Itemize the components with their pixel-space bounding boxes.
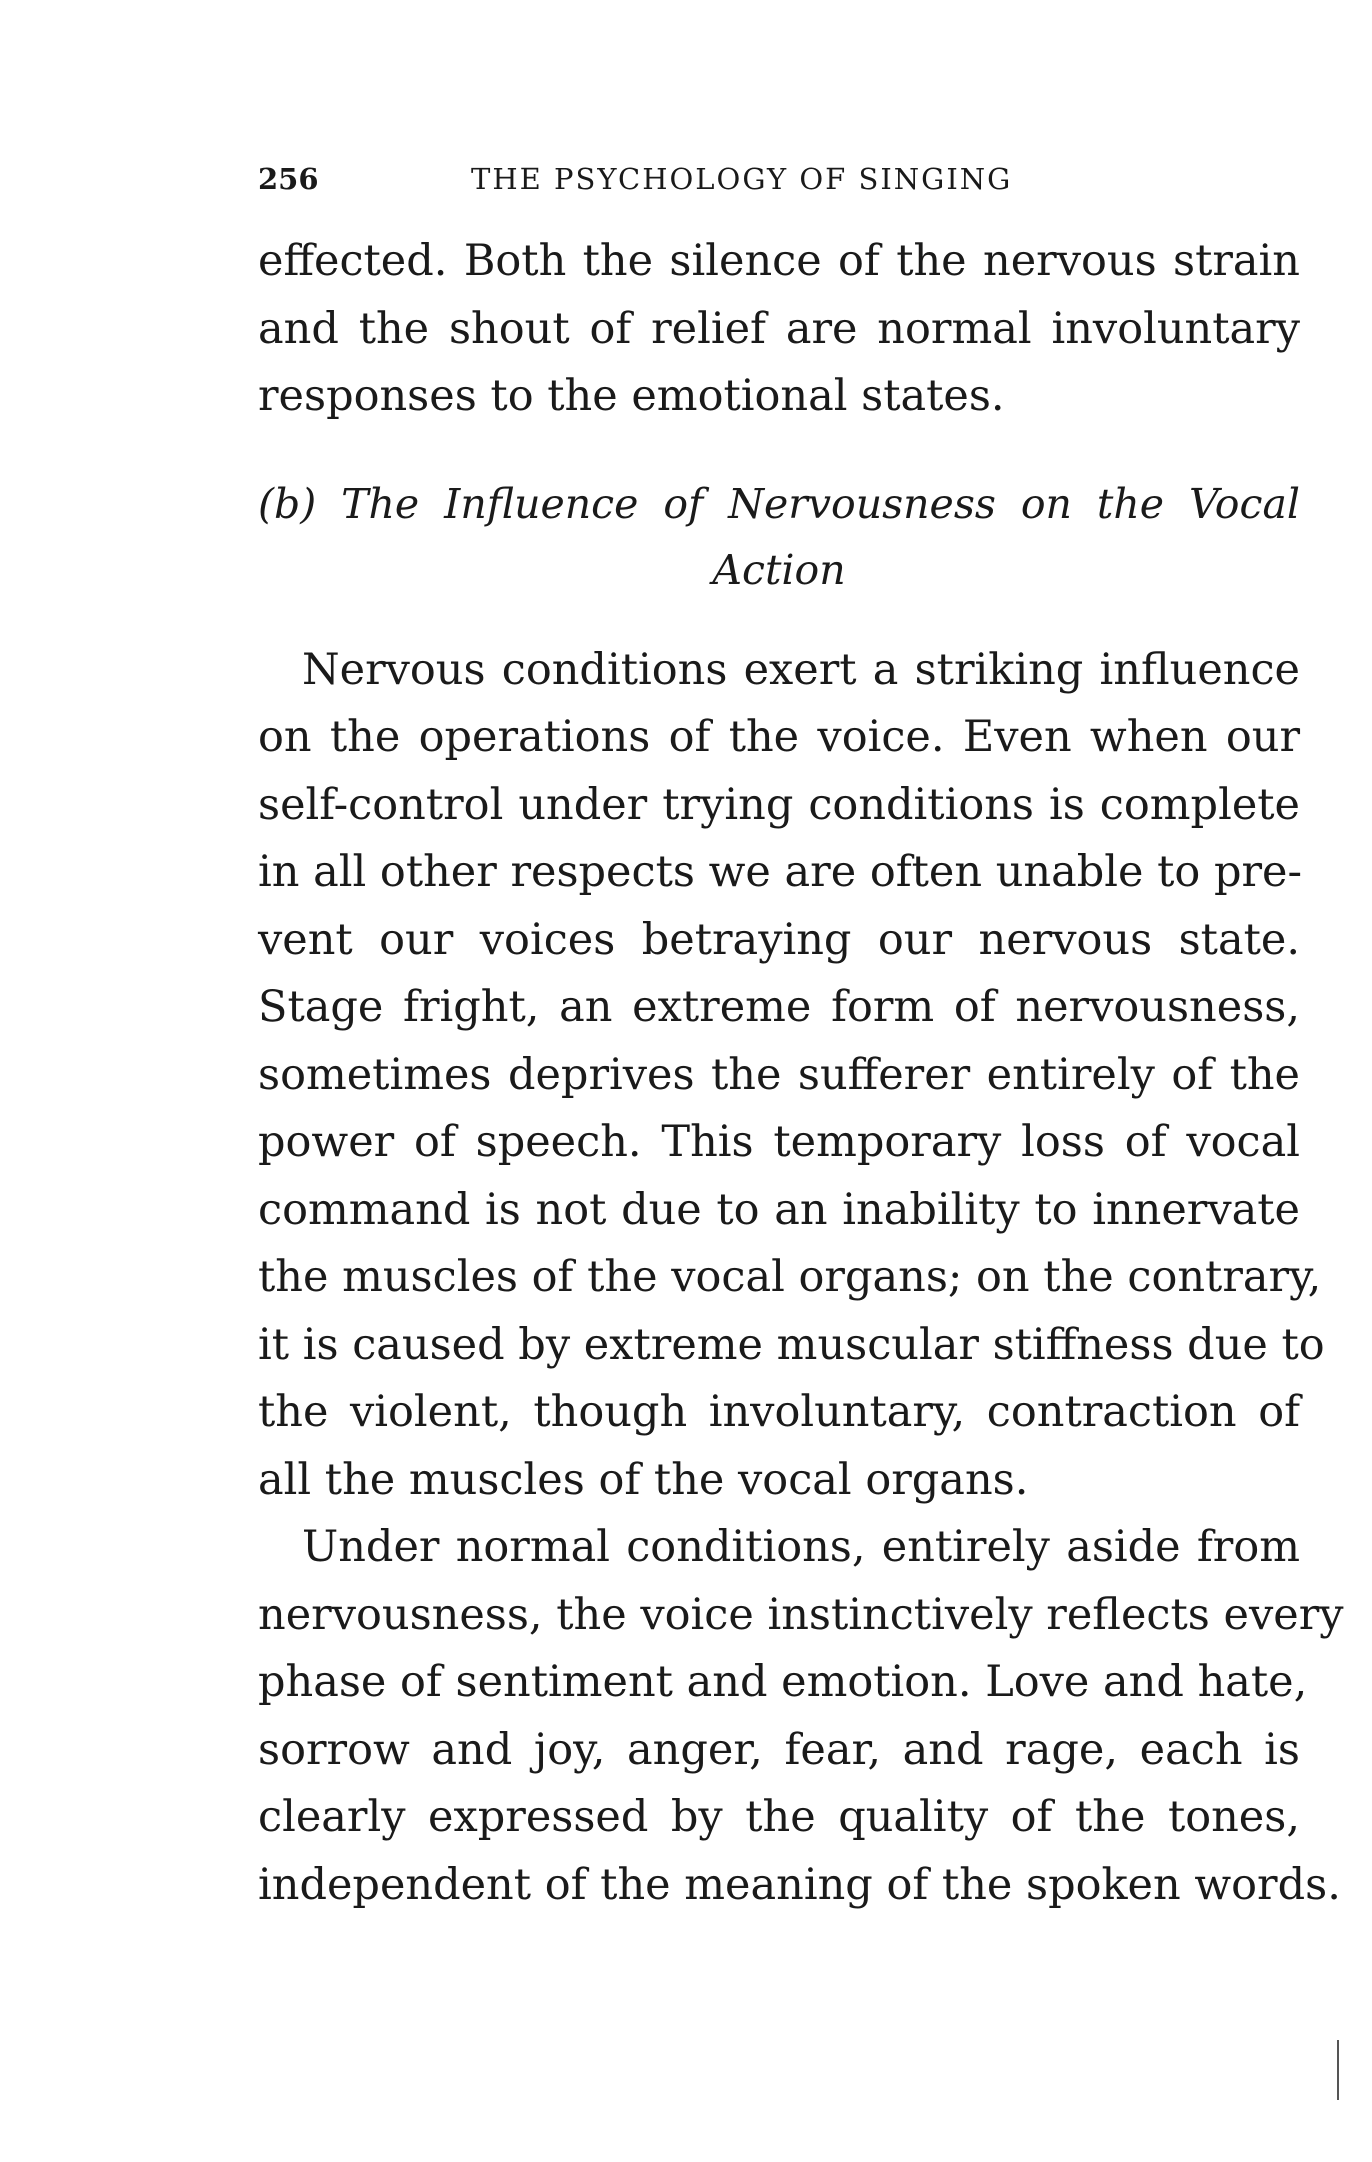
text-line: power of speech. This temporary loss of vocal: [258, 1117, 1300, 1167]
text-line: command is not due to an inability to innervate: [258, 1184, 1300, 1235]
text-line: all the muscles of the vocal organs.: [258, 1454, 1029, 1505]
section-heading-line-2: Action: [712, 545, 846, 594]
text-line: the muscles of the vocal organs; on the contrary,: [258, 1252, 1322, 1302]
text-line: it is caused by extreme muscular stiffness due to: [258, 1319, 1325, 1370]
text-line: on the operations of the voice. Even when our: [258, 712, 1300, 762]
section-heading: [258, 471, 1300, 603]
text-line: Under normal conditions, entirely aside from: [302, 1522, 1300, 1572]
text-line: nervousness, the voice instinctively reflects every: [258, 1589, 1344, 1640]
paragraph-nervous-conditions: [258, 637, 1325, 1515]
running-head: [258, 150, 1300, 210]
text-line: phase of sentiment and emotion. Love and hate,: [258, 1657, 1308, 1707]
page-number: 256: [258, 162, 319, 196]
text-line: sorrow and joy, anger, fear, and rage, each is: [258, 1724, 1300, 1775]
text-line: sometimes deprives the sufferer entirely of the: [258, 1049, 1300, 1100]
text-line: vent our voices betraying our nervous state.: [258, 914, 1300, 965]
paragraph-normal-conditions: [258, 1514, 1344, 1919]
text-line: self-control under trying conditions is complete: [258, 779, 1300, 830]
text-line: and the shout of relief are normal involuntary: [258, 303, 1300, 354]
running-title: THE PSYCHOLOGY OF SINGING: [471, 162, 1013, 196]
text-line: clearly expressed by the quality of the tones,: [258, 1792, 1300, 1842]
text-line: effected. Both the silence of the nervous strain: [258, 236, 1300, 286]
text-line: responses to the emotional states.: [258, 371, 1005, 421]
text-line: in all other respects we are often unable to pre-: [258, 847, 1303, 897]
paragraph-continuation: [258, 228, 1300, 431]
margin-mark: [1337, 2040, 1339, 2100]
book-page: [258, 150, 1344, 1919]
section-heading-line-1: (b) The Influence of Nervousness on the Vocal: [258, 479, 1300, 528]
text-line: Nervous conditions exert a striking influence: [302, 644, 1300, 695]
text-line: Stage fright, an extreme form of nervousness,: [258, 982, 1300, 1032]
text-line: the violent, though involuntary, contraction of: [258, 1387, 1300, 1437]
text-line: independent of the meaning of the spoken words.: [258, 1859, 1341, 1910]
